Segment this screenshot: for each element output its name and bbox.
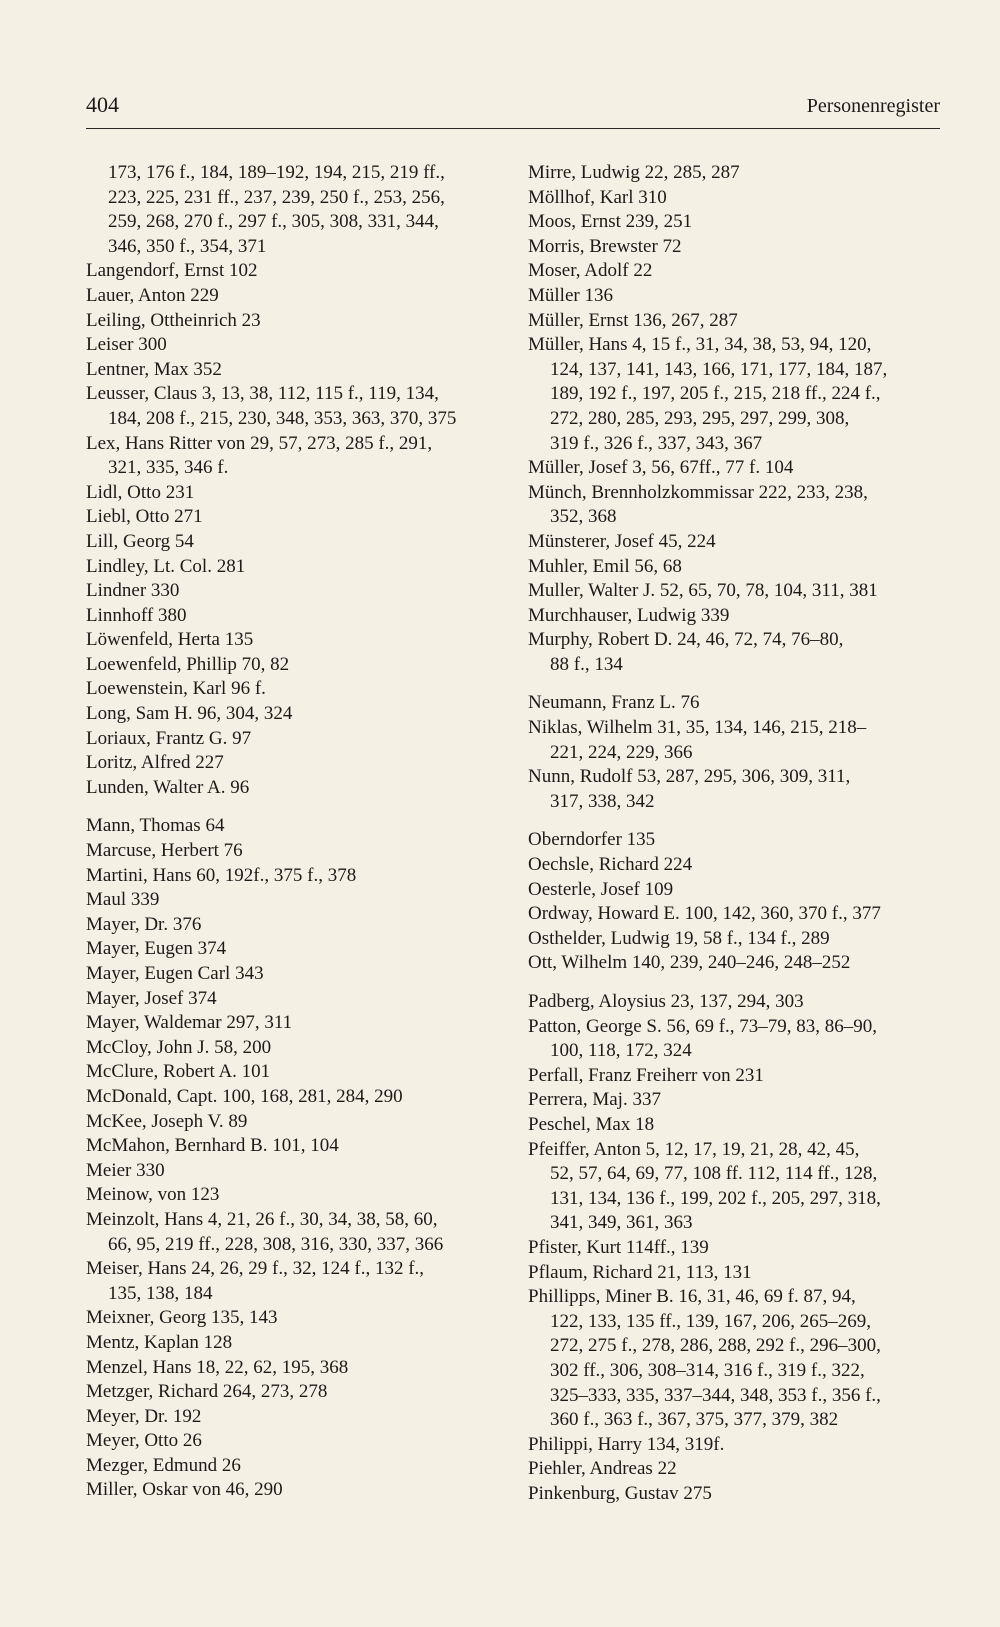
index-entry: Martini, Hans 60, 192f., 375 f., 378 [86,864,357,886]
index-entry-continuation: 124, 137, 141, 143, 166, 171, 177, 184, 187, [550,358,888,380]
index-entry: Müller, Hans 4, 15 f., 31, 34, 38, 53, 94, 120, [528,334,872,356]
index-entry: Mayer, Waldemar 297, 311 [86,1012,293,1034]
index-entry-continuation: 302 ff., 306, 308–314, 316 f., 319 f., 322, [550,1359,865,1381]
index-entry: Pfeiffer, Anton 5, 12, 17, 19, 21, 28, 42, 45, [528,1138,860,1160]
index-column-right [528,161,948,1506]
index-entry: Langendorf, Ernst 102 [86,260,258,282]
index-entry: Menzel, Hans 18, 22, 62, 195, 368 [86,1356,349,1378]
index-entry: Mayer, Dr. 376 [86,913,202,935]
index-entry-continuation: 346, 350 f., 354, 371 [108,235,267,257]
index-entry: Lunden, Walter A. 96 [86,776,250,798]
index-entry: Meinow, von 123 [86,1184,220,1206]
index-entry: Padberg, Aloysius 23, 137, 294, 303 [528,991,804,1012]
index-entry: Lex, Hans Ritter von 29, 57, 273, 285 f., 291, [86,432,433,454]
index-entry: Lill, Georg 54 [86,530,194,552]
index-entry: Piehler, Andreas 22 [528,1458,677,1480]
index-entry-continuation: 122, 133, 135 ff., 139, 167, 206, 265–269, [550,1310,872,1332]
index-entry-continuation: 317, 338, 342 [550,790,655,812]
index-entry-continuation: 88 f., 134 [550,653,623,675]
index-entry: Philippi, Harry 134, 319f. [528,1433,725,1455]
letter-group-gap [528,814,948,828]
index-entry: Ordway, Howard E. 100, 142, 360, 370 f., 377 [528,903,881,925]
index-entry: Mayer, Josef 374 [86,987,217,1009]
index-entry: Phillipps, Miner B. 16, 31, 46, 69 f. 87, 94, [528,1286,856,1308]
index-entry-continuation: 319 f., 326 f., 337, 343, 367 [550,432,763,454]
index-entry: Osthelder, Ludwig 19, 58 f., 134 f., 289 [528,927,830,949]
index-entry-continuation: 221, 224, 229, 366 [550,741,693,763]
index-entry: Meiser, Hans 24, 26, 29 f., 32, 124 f., 132 f., [86,1258,425,1280]
index-column-left [86,161,506,1503]
index-entry: Miller, Oskar von 46, 290 [86,1479,283,1501]
index-entry: Murchhauser, Ludwig 339 [528,604,730,626]
page-number: 404 [86,92,119,117]
index-entry: Oesterle, Josef 109 [528,878,674,900]
index-entry: Mirre, Ludwig 22, 285, 287 [528,162,740,183]
index-entry: Leiser 300 [86,334,167,356]
index-entry: Perrera, Maj. 337 [528,1089,661,1111]
index-entry: Meyer, Otto 26 [86,1430,202,1452]
index-entry-continuation: 341, 349, 361, 363 [550,1212,693,1234]
index-entry: Pflaum, Richard 21, 113, 131 [528,1261,752,1283]
index-entry: Morris, Brewster 72 [528,235,682,257]
page-header [86,92,940,129]
index-entry: McCloy, John J. 58, 200 [86,1036,272,1058]
index-entry: Nunn, Rudolf 53, 287, 295, 306, 309, 311, [528,766,851,788]
index-entry-continuation: 66, 95, 219 ff., 228, 308, 316, 330, 337, 366 [108,1233,444,1255]
letter-group-gap [528,976,948,990]
index-entry: Pinkenburg, Gustav 275 [528,1482,712,1504]
index-entry: Loritz, Alfred 227 [86,752,224,774]
index-entry: Mann, Thomas 64 [86,815,225,837]
index-entry-continuation: 52, 57, 64, 69, 77, 108 ff. 112, 114 ff., 128, [550,1163,878,1185]
index-entry-continuation: 131, 134, 136 f., 199, 202 f., 205, 297, 318, [550,1187,881,1209]
index-entry: Murphy, Robert D. 24, 46, 72, 74, 76–80, [528,629,844,651]
index-entry: Muller, Walter J. 52, 65, 70, 78, 104, 311, 381 [528,580,878,602]
index-entry: Lindley, Lt. Col. 281 [86,555,246,577]
index-entry: Löwenfeld, Herta 135 [86,629,254,651]
index-entry: Müller 136 [528,284,613,306]
index-entry-continuation: 184, 208 f., 215, 230, 348, 353, 363, 370, 375 [108,407,457,429]
letter-group-gap [86,800,506,814]
index-entry: Lindner 330 [86,580,180,602]
index-entry: Moser, Adolf 22 [528,260,653,282]
index-entry: Meixner, Georg 135, 143 [86,1307,278,1329]
index-entry: Liebl, Otto 271 [86,506,203,528]
index-entry: McKee, Joseph V. 89 [86,1110,248,1132]
index-entry-continuation: 135, 138, 184 [108,1282,213,1304]
index-entry: McMahon, Bernhard B. 101, 104 [86,1135,339,1157]
index-entry: Neumann, Franz L. 76 [528,692,700,714]
index-entry: Mentz, Kaplan 128 [86,1331,233,1353]
index-entry-continuation: 272, 280, 285, 293, 295, 297, 299, 308, [550,407,850,429]
index-entry-continuation: 259, 268, 270 f., 297 f., 305, 308, 331, 344, [108,211,439,233]
index-entry: Patton, George S. 56, 69 f., 73–79, 83, 86–90, [528,1015,878,1037]
index-entry-continuation: 325–333, 335, 337–344, 348, 353 f., 356 f., [550,1384,881,1406]
index-entry: Loewenfeld, Phillip 70, 82 [86,653,290,675]
index-entry: Meyer, Dr. 192 [86,1405,202,1427]
index-entry-continuation: 360 f., 363 f., 367, 375, 377, 379, 382 [550,1409,839,1431]
index-entry-continuation: 223, 225, 231 ff., 237, 239, 250 f., 253, 256, [108,186,445,208]
index-entry: Oechsle, Richard 224 [528,854,693,876]
index-entry: Mayer, Eugen 374 [86,938,227,960]
letter-group-gap [528,677,948,691]
index-entry: Lauer, Anton 229 [86,284,219,306]
index-entry: Maul 339 [86,889,160,911]
index-entry: Lidl, Otto 231 [86,481,195,503]
index-entry-continuation: 272, 275 f., 278, 286, 288, 292 f., 296–300, [550,1335,881,1357]
index-entry: Müller, Josef 3, 56, 67ff., 77 f. 104 [528,457,794,479]
index-entry-continuation: 321, 335, 346 f. [108,457,229,479]
index-entry: Peschel, Max 18 [528,1113,655,1135]
index-entry: Pfister, Kurt 114ff., 139 [528,1236,709,1258]
index-entry: Oberndorfer 135 [528,829,656,851]
index-entry: Meinzolt, Hans 4, 21, 26 f., 30, 34, 38, 58, 60, [86,1208,438,1230]
index-entry-continuation: 173, 176 f., 184, 189–192, 194, 215, 219 ff., [108,162,445,183]
index-entry: Long, Sam H. 96, 304, 324 [86,703,293,725]
index-entry: Mayer, Eugen Carl 343 [86,963,264,984]
index-entry: Leiling, Ottheinrich 23 [86,309,261,331]
index-entry: Perfall, Franz Freiherr von 231 [528,1064,764,1086]
index-entry: Loriaux, Frantz G. 97 [86,727,252,749]
running-title: Personenregister [806,95,940,117]
index-entry: Loewenstein, Karl 96 f. [86,678,266,700]
index-entry: Möllhof, Karl 310 [528,186,667,208]
index-entry: Niklas, Wilhelm 31, 35, 134, 146, 215, 218– [528,717,867,739]
index-entry: Münsterer, Josef 45, 224 [528,530,716,552]
index-entry: Münch, Brennholzkommissar 222, 233, 238, [528,481,868,503]
index-entry: Lentner, Max 352 [86,358,222,380]
index-entry: McDonald, Capt. 100, 168, 281, 284, 290 [86,1085,403,1107]
index-entry: Ott, Wilhelm 140, 239, 240–246, 248–252 [528,952,851,974]
index-entry: Moos, Ernst 239, 251 [528,211,693,233]
index-entry: Metzger, Richard 264, 273, 278 [86,1381,328,1403]
index-entry: Meier 330 [86,1159,165,1181]
index-entry: Mezger, Edmund 26 [86,1454,241,1476]
index-entry-continuation: 100, 118, 172, 324 [550,1040,692,1062]
index-entry: Muhler, Emil 56, 68 [528,555,682,577]
index-entry-continuation: 352, 368 [550,506,617,528]
index-entry: Marcuse, Herbert 76 [86,840,243,862]
index-entry: Leusser, Claus 3, 13, 38, 112, 115 f., 119, 134, [86,383,439,405]
index-entry-continuation: 189, 192 f., 197, 205 f., 215, 218 ff., 224 f., [550,383,881,405]
index-entry: McClure, Robert A. 101 [86,1061,271,1083]
index-entry: Linnhoff 380 [86,604,187,626]
index-entry: Müller, Ernst 136, 267, 287 [528,309,738,331]
